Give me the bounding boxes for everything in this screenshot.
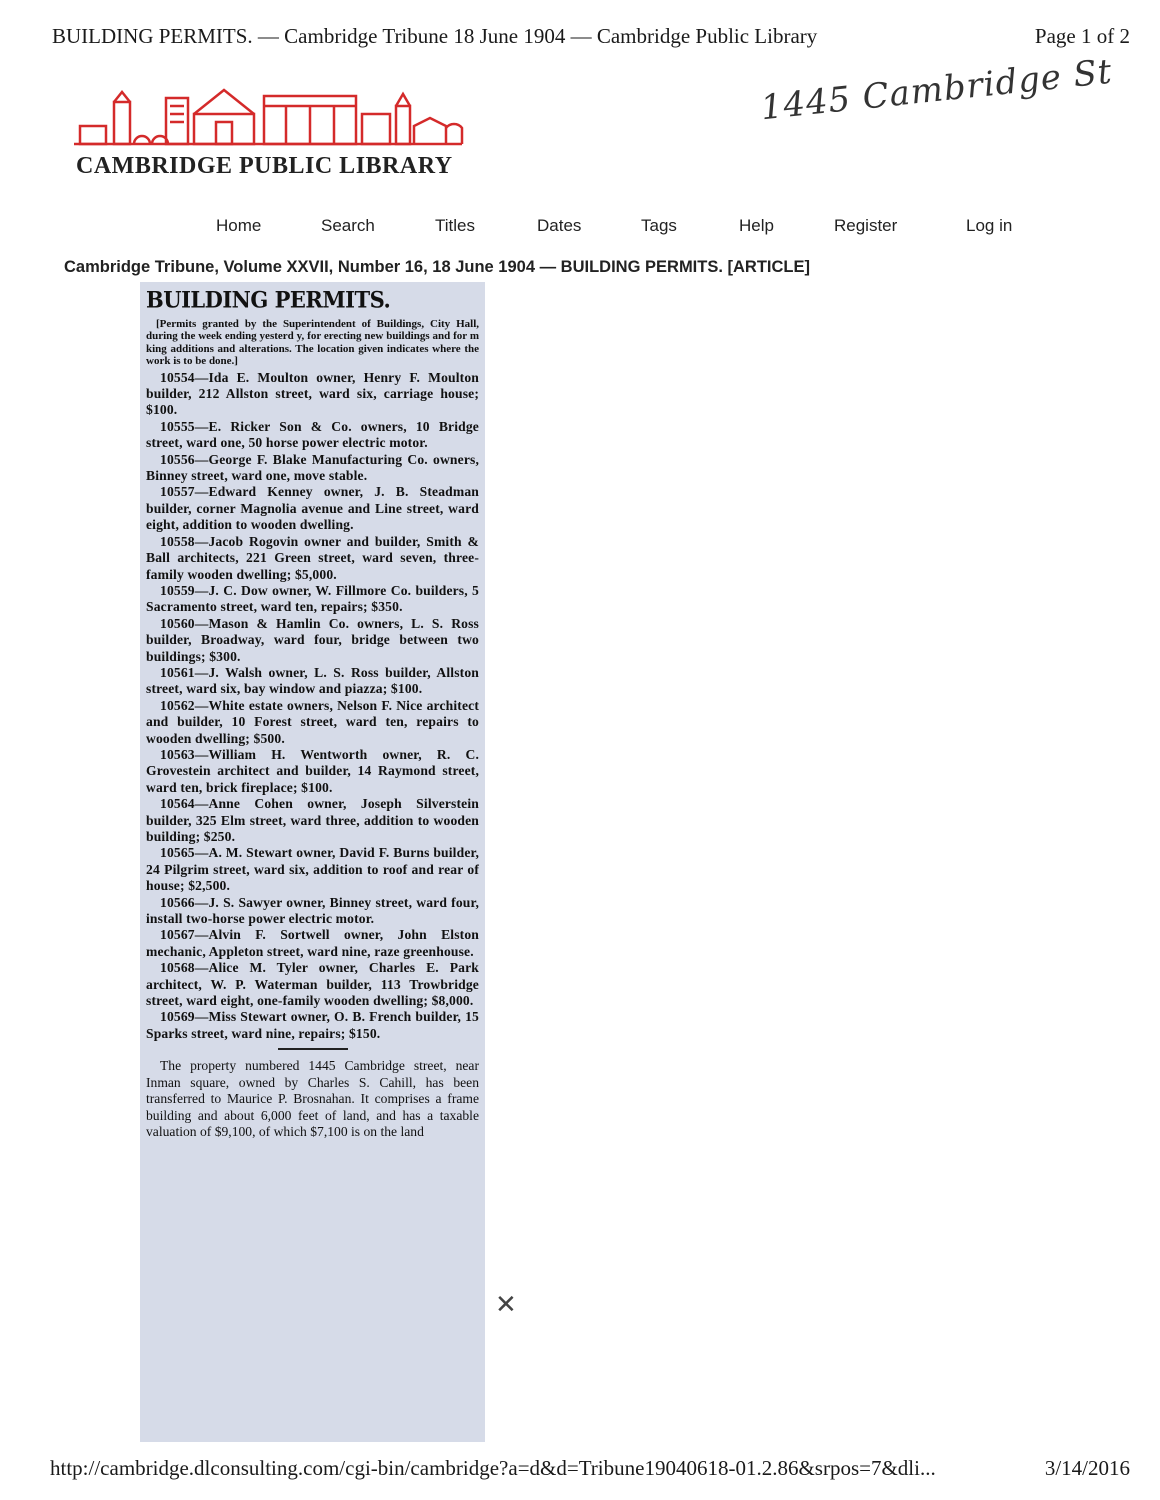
- library-logo[interactable]: [74, 88, 464, 188]
- handwritten-note: 1445 Cambridge St: [758, 51, 1115, 129]
- page-number: Page 1 of 2: [1034, 24, 1130, 48]
- permit-entry: 10554—Ida E. Moulton owner, Henry F. Moulton builder, 212 Allston street, ward six, carriage house; $100.: [146, 369, 479, 418]
- permit-entry: 10557—Edward Kenney owner, J. B. Steadman builder, corner Magnolia avenue and Line street, ward eight, addition to wooden dwelling.: [146, 484, 479, 533]
- permit-entry: 10565—A. M. Stewart owner, David F. Burns builder, 24 Pilgrim street, ward six, addition to roof and rear of house; $2,500.: [146, 845, 479, 894]
- permit-entry: 10568—Alice M. Tyler owner, Charles E. Park architect, W. P. Waterman builder, 113 Trowbridge street, ward eight, one-family wooden dwelling; $8,000.: [146, 960, 479, 1009]
- permit-entry: 10567—Alvin F. Sortwell owner, John Elston mechanic, Appleton street, ward nine, raze greenhouse.: [146, 927, 479, 959]
- article-body: [146, 318, 479, 1140]
- library-name: CAMBRIDGE PUBLIC LIBRARY: [76, 153, 453, 179]
- nav-register-link[interactable]: Register: [834, 216, 898, 235]
- library-skyline-icon: [74, 88, 464, 152]
- nav-dates-link[interactable]: Dates: [537, 216, 582, 235]
- nav-home-link[interactable]: Home: [216, 216, 262, 235]
- nav-tags-link[interactable]: Tags: [641, 216, 677, 235]
- article-title: BUILDING PERMITS.: [146, 286, 391, 313]
- property-transfer-paragraph: The property numbered 1445 Cambridge street, near Inman square, owned by Charles S. Cahill, has been transferred to Maurice P. Brosnahan. It comprises a frame building and about 6,000 feet of land, and has a taxable valuation of $9,100, of which $7,100 is on the land: [146, 1058, 479, 1139]
- nav-titles-link[interactable]: Titles: [435, 216, 475, 235]
- newspaper-clipping: [140, 282, 485, 1442]
- permit-entry: 10556—George F. Blake Manufacturing Co. owners, Binney street, ward one, move stable.: [146, 451, 479, 484]
- print-header: [0, 0, 1160, 60]
- permit-entry: 10561—J. Walsh owner, L. S. Ross builder, Allston street, ward six, bay window and piazza; $100.: [146, 664, 479, 697]
- permit-entry: 10562—White estate owners, Nelson F. Nice architect and builder, 10 Forest street, ward ten, repairs to wooden dwelling; $500.: [146, 697, 479, 746]
- nav-login-link[interactable]: Log in: [966, 216, 1013, 235]
- permit-entry: 10564—Anne Cohen owner, Joseph Silverstein builder, 325 Elm street, ward three, addition to wooden building; $250.: [146, 796, 479, 844]
- main-nav: [0, 214, 1160, 244]
- print-footer: [0, 1450, 1160, 1490]
- nav-help-link[interactable]: Help: [739, 216, 774, 235]
- permit-entry: 10560—Mason & Hamlin Co. owners, L. S. Ross builder, Broadway, ward four, bridge between two buildings; $300.: [146, 615, 479, 664]
- permit-entry: 10558—Jacob Rogovin owner and builder, Smith & Ball architects, 221 Green street, ward seven, three-family wooden dwelling; $5,000.: [146, 533, 479, 582]
- article-intro: [Permits granted by the Superintendent of Buildings, City Hall, during the week ending yesterd y, for erecting new buildings and for m king additions and alterations. The location given indicates where the work is to be done.]: [146, 318, 479, 368]
- nav-search-link[interactable]: Search: [321, 216, 375, 235]
- print-title: BUILDING PERMITS. — Cambridge Tribune 18 June 1904 — Cambridge Public Library: [52, 24, 818, 48]
- breadcrumb: Cambridge Tribune, Volume XXVII, Number 16, 18 June 1904 — BUILDING PERMITS. [ARTICLE]: [64, 258, 811, 276]
- permit-entry: 10555—E. Ricker Son & Co. owners, 10 Bridge street, ward one, 50 horse power electric motor.: [146, 418, 479, 451]
- handwritten-mark: ✕: [495, 1290, 517, 1320]
- permit-entry: 10569—Miss Stewart owner, O. B. French builder, 15 Sparks street, ward nine, repairs; $150.: [146, 1009, 479, 1041]
- permit-entry: 10559—J. C. Dow owner, W. Fillmore Co. builders, 5 Sacramento street, ward ten, repairs; $350.: [146, 582, 479, 615]
- section-divider: [278, 1048, 348, 1050]
- footer-date: 3/14/2016: [1044, 1456, 1130, 1480]
- permit-entry: 10566—J. S. Sawyer owner, Binney street, ward four, install two-horse power electric motor.: [146, 894, 479, 927]
- permit-entry: 10563—William H. Wentworth owner, R. C. Grovestein architect and builder, 14 Raymond street, ward ten, brick fireplace; $100.: [146, 746, 479, 795]
- footer-url: http://cambridge.dlconsulting.com/cgi-bin/cambridge?a=d&d=Tribune19040618-01.2.86&srpos=7&dli...: [50, 1456, 936, 1480]
